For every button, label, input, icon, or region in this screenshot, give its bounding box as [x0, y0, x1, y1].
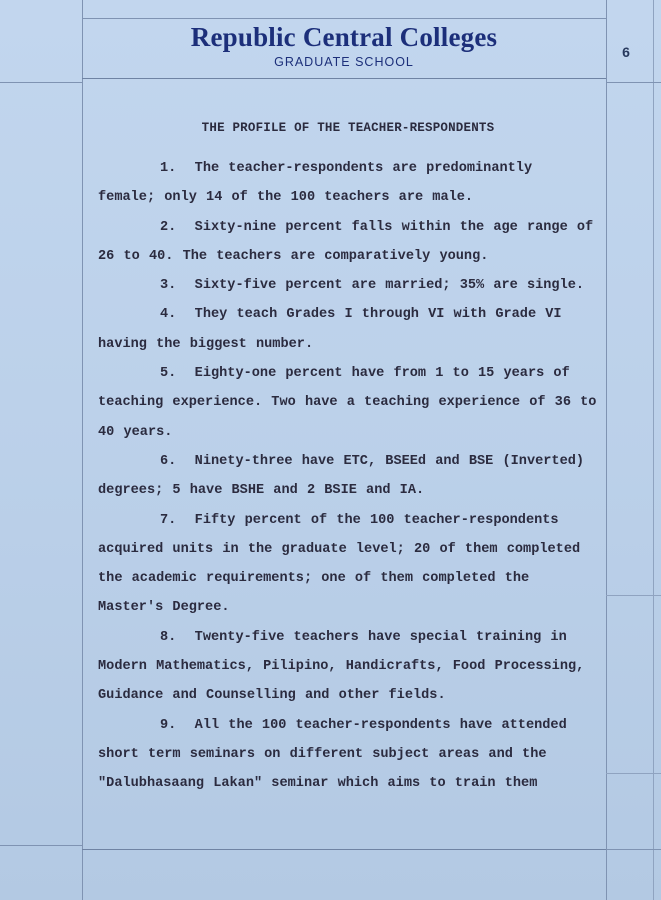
margin-line-right-low	[606, 773, 661, 774]
list-item	[98, 447, 598, 506]
margin-line-left-bottom	[0, 845, 82, 846]
item-number: 3.	[160, 278, 177, 294]
item-number: 5.	[160, 366, 177, 382]
document-body	[98, 110, 598, 799]
margin-line-right-bottom	[606, 849, 661, 850]
item-number: 4.	[160, 307, 177, 323]
item-text: Fifty percent of the 100 teacher-respondents acquired units in the graduate level; 20 of them completed the academic requirements; one of them completed the Master's Degree.	[98, 512, 581, 616]
item-number: 7.	[160, 512, 177, 528]
item-number: 1.	[160, 161, 177, 176]
list-item	[98, 359, 598, 447]
item-text: Sixty-five percent are married; 35% are single.	[194, 278, 585, 294]
page-number: 6	[622, 44, 630, 60]
margin-line-right-mid	[606, 595, 661, 596]
frame-line-edge	[653, 0, 654, 900]
list-item	[98, 154, 598, 213]
list-item	[98, 506, 598, 623]
item-number: 8.	[160, 629, 177, 645]
school-name: GRADUATE SCHOOL	[274, 55, 414, 69]
list-item	[98, 271, 598, 300]
item-text: The teacher-respondents are predominantly female; only 14 of the 100 teachers are male.	[98, 161, 533, 206]
item-text: Sixty-nine percent falls within the age range of 26 to 40. The teachers are comparatively young.	[98, 219, 594, 264]
list-item	[98, 623, 598, 711]
margin-line-left-top	[0, 82, 82, 83]
header-divider	[82, 78, 606, 79]
list-item	[98, 711, 598, 799]
college-name: Republic Central Colleges	[190, 22, 498, 52]
section-title: THE PROFILE OF THE TEACHER-RESPONDENTS	[201, 121, 495, 135]
item-text: Twenty-five teachers have special training in Modern Mathematics, Pilipino, Handicrafts, Food Processing, Guidance and Counselling and other fields.	[98, 629, 585, 704]
item-number: 2.	[160, 219, 177, 235]
item-number: 9.	[160, 717, 177, 733]
frame-line-left	[82, 0, 83, 900]
item-text: All the 100 teacher-respondents have attended short term seminars on different subject areas and the "Dalubhasaang Lakan" seminar which aims to train them	[98, 717, 567, 792]
item-number: 6.	[160, 453, 177, 469]
footer-divider	[82, 849, 606, 850]
frame-line-top	[82, 18, 606, 19]
item-text: Ninety-three have ETC, BSEEd and BSE (Inverted) degrees; 5 have BSHE and 2 BSIE and IA.	[98, 453, 585, 499]
item-text: Eighty-one percent have from 1 to 15 years of teaching experience. Two have a teaching experience of 36 to 40 years.	[98, 366, 597, 440]
list-item	[98, 213, 598, 272]
margin-line-right-top	[606, 82, 661, 83]
list-item	[98, 300, 598, 359]
item-text: They teach Grades I through VI with Grade VI having the biggest number.	[98, 307, 562, 352]
letterhead	[82, 20, 606, 70]
frame-line-right	[606, 0, 607, 900]
